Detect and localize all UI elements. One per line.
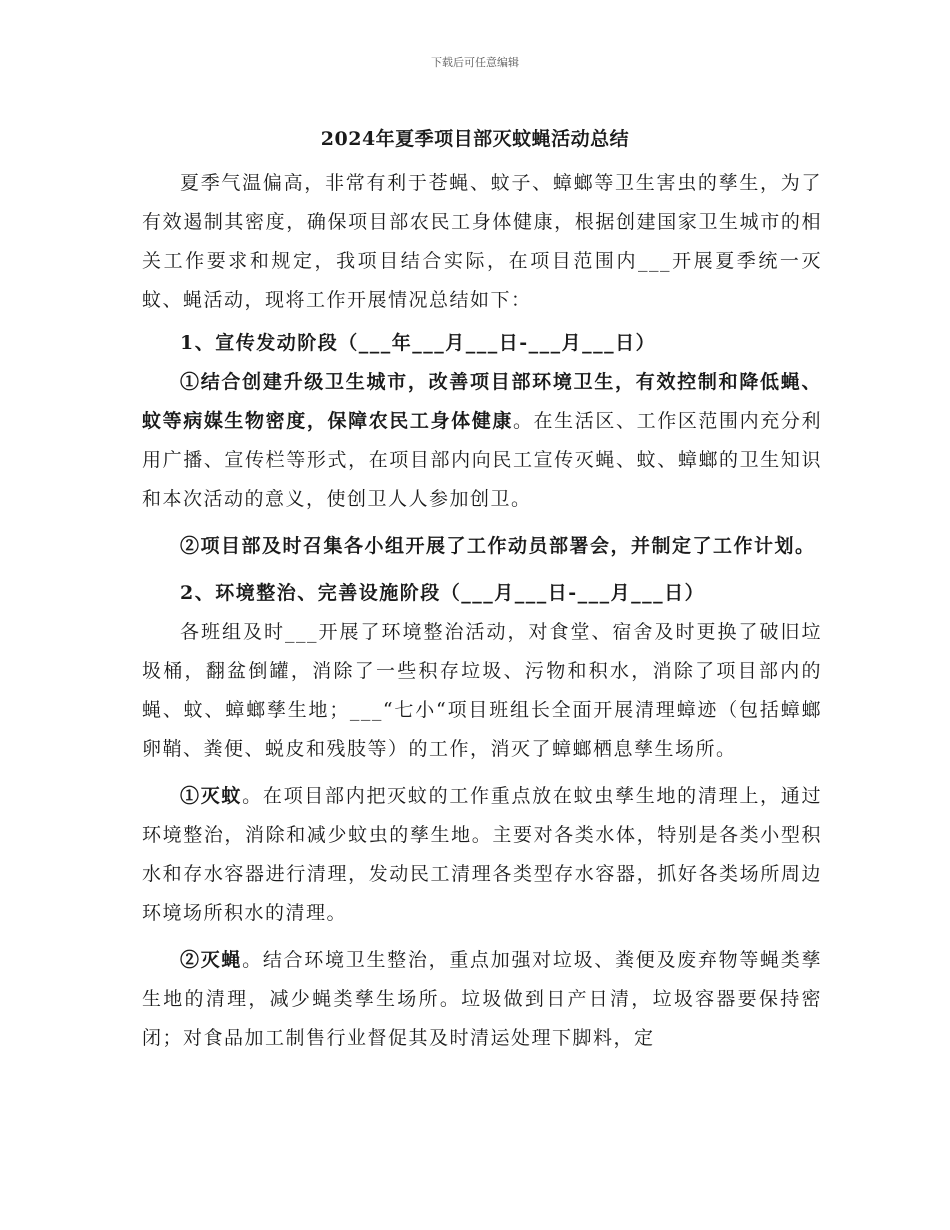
document-title: 2024年夏季项目部灭蚊蝇活动总结 (320, 128, 630, 150)
section1-item1 (142, 363, 822, 519)
section2-paragraph: 各班组及时___开展了环境整治活动，对食堂、宿舍及时更换了破旧垃圾桶，翻盆倒罐，消除了一些积存垃圾、污物和积水，消除了项目部内的蝇、蚊、蟑螂孳生地；___“七小“项目班组长全面开展清理蟑迹（包括蟑螂卵鞘、粪便、蜕皮和残肢等）的工作，消灭了蟑螂栖息孳生场所。 (142, 621, 822, 760)
section2-item1-rest: 。在项目部内把灭蚊的工作重点放在蚊虫孳生地的清理上，通过环境整治，消除和减少蚊虫的孳生地。主要对各类水体，特别是各类小型积水和存水容器进行清理，发动民工清理各类型存水容器，抓好各类场所周边环境场所积水的清理。 (142, 785, 822, 924)
intro-paragraph: 夏季气温偏高，非常有利于苍蝇、蚊子、蟑螂等卫生害虫的孳生，为了有效遏制其密度，确保项目部农民工身体健康，根据创建国家卫生城市的相关工作要求和规定，我项目结合实际，在项目范围内___开展夏季统一灭蚊、蝇活动，现将工作开展情况总结如下： (142, 172, 822, 311)
document-body (142, 164, 822, 1058)
section1-heading: 1、宣传发动阶段（___年___月___日-___月___日） (180, 332, 657, 354)
section2-item2-bold: ②灭蝇 (180, 949, 243, 971)
section2-item1 (142, 777, 822, 933)
section2-item2-rest: 。结合环境卫生整治，重点加强对垃圾、粪便及废弃物等蝇类孳生地的清理，减少蝇类孳生场所。垃圾做到日产日清，垃圾容器要保持密闭；对食品加工制售行业督促其及时清运处理下脚料，定 (142, 949, 822, 1049)
section2-item1-bold: ①灭蚊 (180, 785, 243, 807)
section2-item2 (142, 941, 822, 1058)
section1-item2: ②项目部及时召集各小组开展了工作动员部署会，并制定了工作计划。 (180, 535, 816, 557)
section1-item1-rest: 。在生活区、工作区范围内充分利用广播、宣传栏等形式，在项目部内向民工宣传灭蝇、蚊、蟑螂的卫生知识和本次活动的意义，使创卫人人参加创卫。 (142, 410, 822, 510)
header-note: 下载后可任意编辑 (431, 56, 519, 69)
section1-item1-bold: ①结合创建升级卫生城市，改善项目部环境卫生，有效控制和降低蝇、蚊等病媒生物密度，保障农民工身体健康 (142, 371, 822, 432)
section2-heading: 2、环境整治、完善设施阶段（___月___日-___月___日） (180, 582, 706, 604)
